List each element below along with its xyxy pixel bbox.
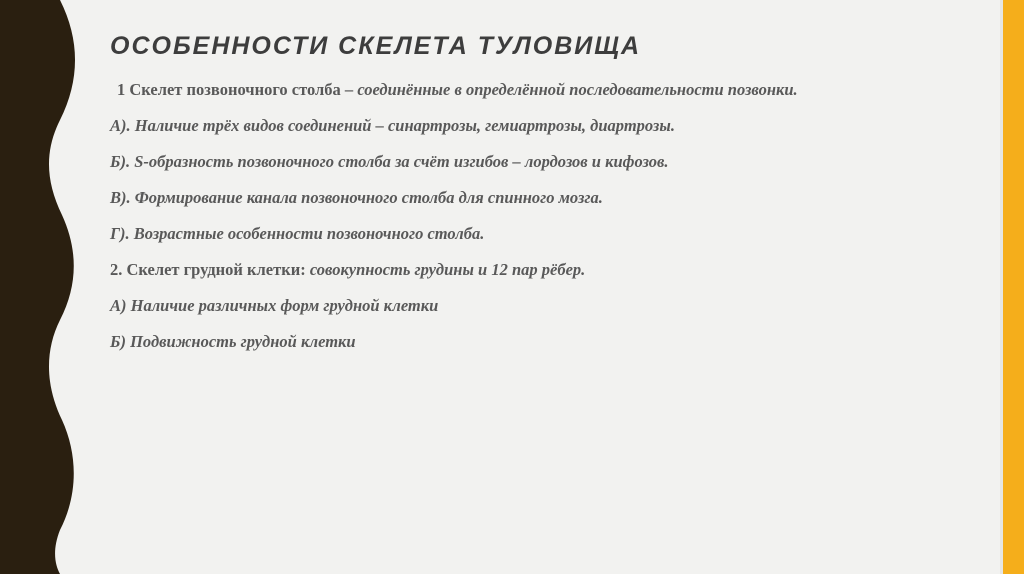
accent-stripe: [1003, 0, 1024, 574]
paragraph-lead: 2. Скелет грудной клетки:: [110, 260, 310, 279]
item-v: В). Формирование канала позвоночного столба для спинного мозга.: [110, 188, 603, 207]
wavy-left-border: [0, 0, 80, 574]
paragraph-thorax: [110, 258, 910, 282]
slide-body: [110, 78, 910, 354]
item-thorax-a: А) Наличие различных форм грудной клетки: [110, 296, 439, 315]
paragraph-lead: 1 Скелет позвоночного столба –: [117, 80, 358, 99]
item-g: Г). Возрастные особенности позвоночного столба.: [110, 224, 485, 243]
paragraph-rest: соединённые в определённой последовательности позвонки.: [357, 80, 798, 99]
item-a: А). Наличие трёх видов соединений – синартрозы, гемиартрозы, диартрозы.: [110, 116, 675, 135]
paragraph-spine: [110, 78, 910, 102]
item-b: Б). S-образность позвоночного столба за счёт изгибов – лордозов и кифозов.: [110, 152, 669, 171]
slide-title: ОСОБЕННОСТИ СКЕЛЕТА ТУЛОВИЩА: [110, 32, 642, 60]
item-thorax-b: Б) Подвижность грудной клетки: [110, 332, 356, 351]
paragraph-rest: совокупность грудины и 12 пар рёбер.: [309, 260, 586, 279]
